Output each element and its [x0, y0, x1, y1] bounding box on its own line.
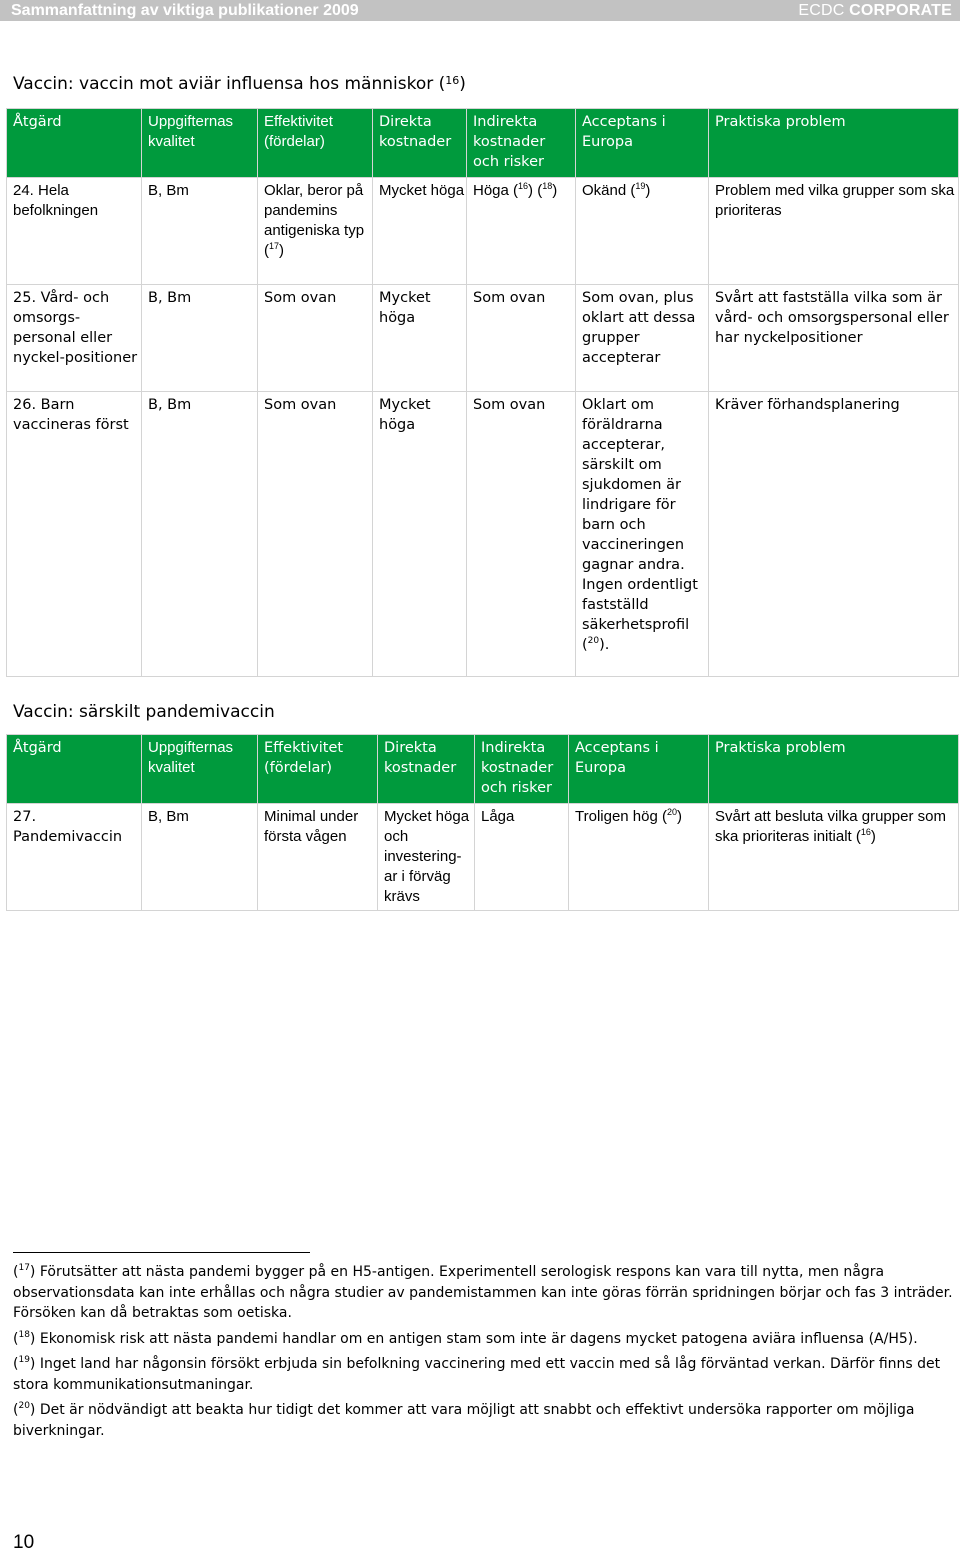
cell-quality: B, Bm — [142, 392, 258, 677]
cell-quality: B, Bm — [142, 285, 258, 392]
cell-problems: Kräver förhandsplanering — [709, 392, 959, 677]
footnotes — [13, 1262, 953, 1446]
footnote-18: ($^{18}$) Ekonomisk risk att nästa pandemi handlar om en antigen stam som inte är dagens mycket patogena aviära influensa (A/H5). — [13, 1329, 918, 1347]
page-number: 10 — [13, 1532, 35, 1553]
cell-indirect-close: ) — [552, 182, 558, 199]
footnote-ref: 19 — [635, 181, 646, 191]
footnote-ref: 16 — [518, 181, 529, 191]
cell-acceptance — [576, 392, 709, 677]
cell-effect: Som ovan — [258, 285, 373, 392]
col-header-acceptance: Acceptans i Europa — [569, 735, 709, 804]
footnote-19: ($^{19}$) Inget land har någonsin försökt erbjuda sin befolkning vaccinering med ett vaccin med så låg förväntad verkan. Därför finns det stora kommunikationsutmaningar. — [13, 1355, 941, 1393]
header-bar — [0, 0, 960, 21]
cell-action: 26. Barn vaccineras först — [7, 392, 142, 677]
footnote-number: 18 — [18, 1329, 30, 1340]
footnote-text: Det är nödvändigt att beakta hur tidigt det kommer att vara möjligt att snabbt och effektivt undersöka rapporter om möjliga biverkningar. — [13, 1402, 915, 1439]
col-header-indirect-costs: Indirekta kostnader och risker — [475, 735, 569, 804]
table-row — [7, 392, 959, 677]
cell-direct: Mycket höga — [373, 178, 467, 285]
section-title-close: ) — [459, 74, 466, 94]
footnote-20: ($^{20}$) Det är nödvändigt att beakta hur tidigt det kommer att vara möjligt att snabbt och effektivt undersöka rapporter om möjliga biverkningar. — [13, 1401, 915, 1439]
cell-effect: Som ovan — [258, 392, 373, 677]
cell-effect — [258, 178, 373, 285]
cell-acceptance-close: ) — [645, 182, 651, 199]
cell-indirect-mid: ) ( — [528, 182, 543, 199]
cell-problems: Problem med vilka grupper som ska prioriteras — [709, 178, 959, 285]
col-header-effect: Effektivitet (fördelar) — [258, 735, 378, 804]
table-row — [7, 178, 959, 285]
publication-title: Sammanfattning av viktiga publikationer 2009 — [11, 2, 359, 19]
footnote-ref: 20 — [667, 807, 678, 817]
footnote-ref: 20 — [587, 636, 600, 646]
footnote-ref: 18 — [542, 181, 553, 191]
col-header-quality: Uppgifternas kvalitet — [142, 735, 258, 804]
footnote-text: Förutsätter att nästa pandemi bygger på en H5-antigen. Experimentell serologisk respons kan vara till nytta, men några observationsdata kan inte erhållas och några studier av pandemistammen kan inte göras förrän spridningen börjar och fas 3 inträder. Försöken kan då betraktas som oetiska. — [13, 1264, 953, 1321]
cell-indirect: Som ovan — [467, 285, 576, 392]
footnote-divider — [13, 1252, 310, 1253]
cell-indirect: Som ovan — [467, 392, 576, 677]
footnote-number: 17 — [18, 1263, 30, 1273]
footnote-number: 19 — [18, 1355, 30, 1365]
cell-acceptance — [576, 178, 709, 285]
table-aviar-vaccine — [6, 108, 959, 677]
footnote-text: Inget land har någonsin försökt erbjuda sin befolkning vaccinering med ett vaccin med så låg förväntad verkan. Därför finns det stora kommunikationsutmaningar. — [13, 1356, 941, 1393]
cell-effect-text: Oklar, beror på pandemins antigeniska typ ( — [264, 182, 365, 259]
cell-direct: Mycket höga — [373, 392, 467, 677]
cell-action: 27. Pandemivaccin — [7, 804, 142, 911]
section-title-text: Vaccin: vaccin mot aviär influensa hos människor ( — [13, 74, 446, 94]
cell-effect: Minimal under första vågen — [258, 804, 378, 911]
cell-effect-close: ) — [279, 242, 285, 259]
cell-quality: B, Bm — [142, 804, 258, 911]
cell-acceptance — [569, 804, 709, 911]
cell-problems — [709, 804, 959, 911]
footnote-17: ($^{17}$) Förutsätter att nästa pandemi bygger på en H5-antigen. Experimentell serologisk respons kan vara till nytta, men några observationsdata kan inte erhållas och några studier av pandemistammen kan inte göras förrän spridningen börjar och fas 3 inträder. Försöken kan då betraktas som oetiska. — [13, 1263, 953, 1321]
col-header-problems: Praktiska problem — [709, 735, 959, 804]
cell-problems-close: ) — [870, 828, 876, 845]
cell-action: 25. Vård- och omsorgs-personal eller nyckel-positioner — [7, 285, 142, 392]
col-header-action: Åtgärd — [7, 109, 142, 178]
footnote-ref: 17 — [269, 241, 280, 251]
brand-ecdc: ECDC — [798, 2, 850, 19]
cell-indirect-text: Höga ( — [473, 182, 519, 199]
cell-acceptance-close: ). — [599, 637, 610, 653]
section-title-aviar — [13, 73, 466, 95]
cell-indirect — [467, 178, 576, 285]
col-header-problems: Praktiska problem — [709, 109, 959, 178]
cell-action: 24. Hela befolkningen — [7, 178, 142, 285]
cell-acceptance-close: ) — [677, 808, 683, 825]
brand-label — [798, 0, 952, 21]
cell-direct: Mycket höga och investering-ar i förväg krävs — [378, 804, 475, 911]
col-header-acceptance: Acceptans i Europa — [576, 109, 709, 178]
col-header-indirect-costs: Indirekta kostnader och risker — [467, 109, 576, 178]
col-header-direct-costs: Direkta kostnader — [373, 109, 467, 178]
col-header-direct-costs: Direkta kostnader — [378, 735, 475, 804]
col-header-action: Åtgärd — [7, 735, 142, 804]
footnote-text: Ekonomisk risk att nästa pandemi handlar om en antigen stam som inte är dagens mycket patogena aviära influensa (A/H5). — [39, 1330, 918, 1347]
footnote-ref: 16 — [860, 827, 871, 837]
col-header-quality: Uppgifternas kvalitet — [142, 109, 258, 178]
cell-problems: Svårt att fastställa vilka som är vård- och omsorgspersonal eller har nyckelpositioner — [709, 285, 959, 392]
footnote-number: 20 — [18, 1401, 30, 1411]
cell-acceptance: Som ovan, plus oklart att dessa grupper accepterar — [576, 285, 709, 392]
cell-quality: B, Bm — [142, 178, 258, 285]
cell-direct: Mycket höga — [373, 285, 467, 392]
table-row — [7, 804, 959, 911]
table-pandemic-vaccine — [6, 734, 959, 911]
section-title-ref: 16 — [445, 74, 460, 87]
cell-problems-text: Svårt att besluta vilka grupper som ska prioriteras initialt ( — [715, 808, 946, 845]
cell-acceptance-text: Okänd ( — [582, 182, 636, 199]
section-title-pandemic: Vaccin: särskilt pandemivaccin — [13, 702, 275, 722]
cell-indirect: Låga — [475, 804, 569, 911]
cell-acceptance-text: Oklart om föräldrarna accepterar, särskilt om sjukdomen är lindrigare för barn och vaccineringen gagnar andra. Ingen ordentligt fastställd säkerhetsprofil ( — [582, 397, 698, 653]
brand-corporate: CORPORATE — [849, 2, 952, 19]
cell-acceptance-text: Troligen hög ( — [575, 808, 667, 825]
table-header-row — [7, 735, 959, 804]
table-row — [7, 285, 959, 392]
table-header-row — [7, 109, 959, 178]
col-header-effect: Effektivitet (fördelar) — [258, 109, 373, 178]
